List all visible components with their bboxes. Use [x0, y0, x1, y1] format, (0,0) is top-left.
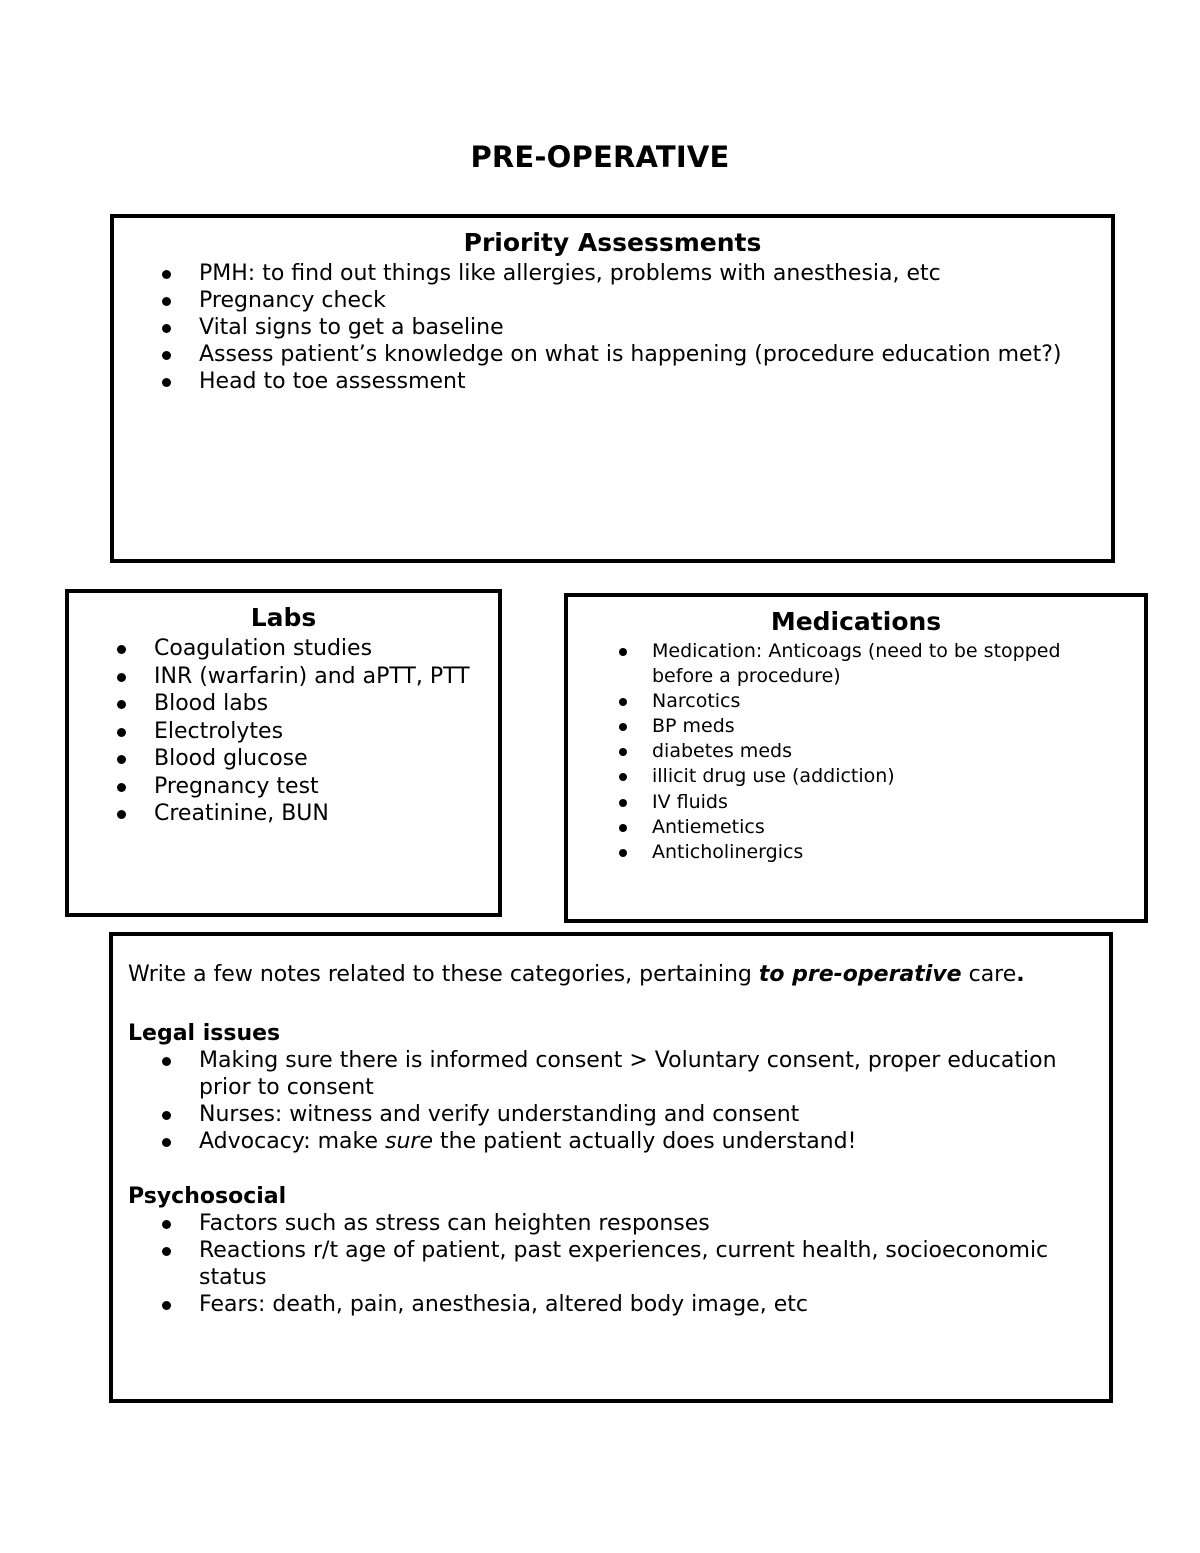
list-item: illicit drug use (addiction)	[652, 764, 1124, 789]
list-item: Narcotics	[652, 689, 1124, 714]
list-item: IV fluids	[652, 790, 1124, 815]
list-item: Coagulation studies	[154, 635, 478, 663]
list-item: diabetes meds	[652, 739, 1124, 764]
list-item: INR (warfarin) and aPTT, PTT	[154, 663, 478, 691]
list-item: Nurses: witness and verify understanding and consent	[199, 1101, 1069, 1128]
legal-issues-list	[199, 1047, 1069, 1155]
labs-list	[154, 635, 478, 828]
labs-box	[65, 589, 502, 917]
notes-intro-period: .	[1016, 962, 1025, 987]
list-item: BP meds	[652, 714, 1124, 739]
priority-assessments-heading: Priority Assessments	[463, 228, 762, 257]
notes-intro	[128, 960, 1109, 990]
list-item: Fears: death, pain, anesthesia, altered body image, etc	[199, 1291, 1069, 1318]
list-item: Making sure there is informed consent > Voluntary consent, proper education prior to consent	[199, 1047, 1069, 1101]
medications-list	[652, 639, 1124, 865]
notes-intro-emphasis: to pre-operative	[758, 962, 962, 987]
list-item	[199, 1128, 1069, 1155]
psychosocial-list	[199, 1210, 1069, 1318]
medications-heading: Medications	[770, 607, 942, 636]
legal-issues-title: Legal issues	[128, 1021, 281, 1046]
page-title: PRE-OPERATIVE	[470, 140, 730, 174]
list-item: Creatinine, BUN	[154, 800, 478, 828]
list-item: Reactions r/t age of patient, past experiences, current health, socioeconomic status	[199, 1237, 1069, 1291]
list-item: Blood glucose	[154, 745, 478, 773]
advocacy-end: the patient actually does understand!	[433, 1129, 857, 1154]
labs-heading: Labs	[250, 603, 317, 632]
notes-intro-end: care	[961, 962, 1017, 987]
psychosocial-title: Psychosocial	[128, 1184, 287, 1209]
list-item: Anticholinergics	[652, 840, 1124, 865]
list-item: Pregnancy test	[154, 773, 478, 801]
notes-intro-start: Write a few notes related to these categories, pertaining	[128, 962, 759, 987]
priority-assessments-box	[110, 214, 1115, 563]
list-item: Assess patient’s knowledge on what is happening (procedure education met?)	[199, 341, 1071, 368]
priority-assessments-list	[199, 260, 1071, 395]
list-item: Electrolytes	[154, 718, 478, 746]
list-item: Factors such as stress can heighten responses	[199, 1210, 1069, 1237]
list-item: Head to toe assessment	[199, 368, 1071, 395]
list-item: Vital signs to get a baseline	[199, 314, 1071, 341]
advocacy-start: Advocacy: make	[199, 1129, 386, 1154]
notes-box	[109, 932, 1113, 1403]
medications-box	[564, 593, 1148, 923]
list-item: Antiemetics	[652, 815, 1124, 840]
list-item: Blood labs	[154, 690, 478, 718]
advocacy-emphasis: sure	[385, 1129, 434, 1154]
list-item: PMH: to find out things like allergies, problems with anesthesia, etc	[199, 260, 1071, 287]
list-item: Medication: Anticoags (need to be stopped before a procedure)	[652, 639, 1124, 689]
list-item: Pregnancy check	[199, 287, 1071, 314]
